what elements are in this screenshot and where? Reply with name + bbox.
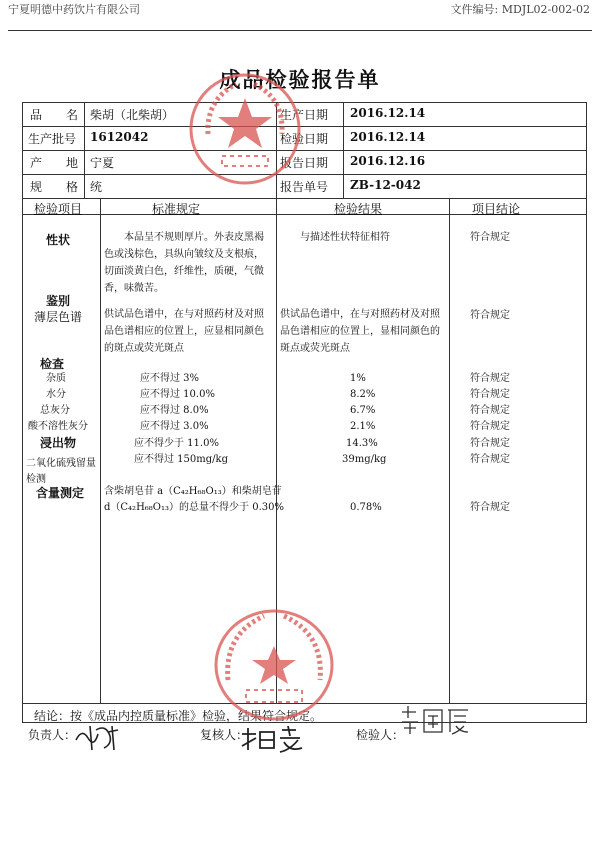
inspector-signature xyxy=(398,704,474,736)
reviewer-signature xyxy=(238,724,318,754)
col-divider xyxy=(449,198,450,703)
report-number-label: 报告单号 xyxy=(280,180,329,194)
assay-standard-line1: 含柴胡皂苷 a（C₄₂H₆₈O₁₃）和柴胡皂苷 xyxy=(104,486,282,497)
header-conclusion: 项目结论 xyxy=(472,202,521,216)
identify-item: 鉴别 xyxy=(46,294,71,308)
responsible-signature xyxy=(72,722,122,754)
assay-standard-line2: d（C₄₂H₆₈O₁₃）的总量不得少于 0.30% xyxy=(104,502,284,513)
tlc-item: 薄层色谱 xyxy=(34,310,83,324)
quality-inspection-stamp xyxy=(212,606,336,724)
check-item-acid-ash: 酸不溶性灰分 xyxy=(28,421,88,432)
row-divider xyxy=(22,174,587,175)
batch-value: 1612042 xyxy=(90,130,149,144)
spec-value: 统 xyxy=(90,180,103,194)
so2-item: 二氧化硫残留量 xyxy=(26,458,96,469)
production-date-value: 2016.12.14 xyxy=(350,106,426,120)
report-conclusion: 结论：按《成品内控质量标准》检验，结果符合规定。 xyxy=(34,709,323,723)
col-divider xyxy=(100,198,101,703)
origin-label: 产 地 xyxy=(30,156,79,170)
check-standard-acid-ash: 应不得过 3.0% xyxy=(140,421,209,432)
so2-conclusion: 符合规定 xyxy=(470,454,510,465)
report-date-value: 2016.12.16 xyxy=(350,154,426,168)
so2-standard: 应不得过 150mg/kg xyxy=(134,454,228,465)
check-conclusion-moisture: 符合规定 xyxy=(470,389,510,400)
spec-label: 规 格 xyxy=(30,180,79,194)
check-conclusion-total-ash: 符合规定 xyxy=(470,405,510,416)
traits-result: 与描述性状特征相符 xyxy=(300,232,390,243)
check-item-impurity: 杂质 xyxy=(46,373,66,384)
document-number: 文件编号: MDJL02-002-02 xyxy=(450,3,590,16)
assay-item: 含量测定 xyxy=(36,486,85,500)
quality-dept-stamp xyxy=(186,70,304,188)
check-conclusion-extract: 符合规定 xyxy=(470,438,510,449)
identify-result: 供试品色谱中，在与对照药材及对照品色谱相应的位置上，显相同颜色的斑点或荧光斑点 xyxy=(280,309,440,354)
identify-standard: 供试品色谱中，在与对照药材及对照品色谱相应的位置上，应显相同颜色的斑点或荧光斑点 xyxy=(104,309,264,354)
so2-result: 39mg/kg xyxy=(342,454,387,465)
row-divider xyxy=(22,126,587,127)
header-test-item: 检验项目 xyxy=(34,202,83,216)
assay-result: 0.78% xyxy=(350,502,382,513)
responsible-label: 负责人： xyxy=(28,728,77,742)
check-result-moisture: 8.2% xyxy=(350,389,376,400)
check-standard-extract: 应不得少于 11.0% xyxy=(134,438,219,449)
batch-label: 生产批号 xyxy=(28,132,77,146)
assay-conclusion: 符合规定 xyxy=(470,502,510,513)
header-result: 检验结果 xyxy=(334,202,383,216)
col-divider xyxy=(84,102,85,198)
company-name: 宁夏明德中药饮片有限公司 xyxy=(8,3,140,16)
check-conclusion-impurity: 符合规定 xyxy=(470,373,510,384)
col-divider xyxy=(343,102,344,198)
row-divider xyxy=(22,198,587,199)
row-divider xyxy=(22,150,587,151)
product-value: 柴胡（北柴胡） xyxy=(90,108,175,122)
inspection-date-value: 2016.12.14 xyxy=(350,130,426,144)
traits-conclusion: 符合规定 xyxy=(470,232,510,243)
inspector-label: 检验人： xyxy=(356,728,405,742)
origin-value: 宁夏 xyxy=(90,156,115,170)
check-result-acid-ash: 2.1% xyxy=(350,421,376,432)
report-number-value: ZB-12-042 xyxy=(350,178,421,192)
check-standard-impurity: 应不得过 3% xyxy=(140,373,200,384)
check-standard-total-ash: 应不得过 8.0% xyxy=(140,405,209,416)
check-item-total-ash: 总灰分 xyxy=(40,405,70,416)
check-result-extract: 14.3% xyxy=(346,438,378,449)
check-conclusion-acid-ash: 符合规定 xyxy=(470,421,510,432)
check-result-impurity: 1% xyxy=(350,373,366,384)
product-label: 品 名 xyxy=(30,108,79,122)
production-date-label: 生产日期 xyxy=(280,108,329,122)
report-date-label: 报告日期 xyxy=(280,156,329,170)
reviewer-label: 复核人： xyxy=(200,728,249,742)
check-item-extract: 浸出物 xyxy=(40,436,77,450)
check-heading: 检查 xyxy=(40,357,65,371)
check-result-total-ash: 6.7% xyxy=(350,405,376,416)
header-standard: 标准规定 xyxy=(152,202,201,216)
so2-item-detect: 检测 xyxy=(26,474,46,485)
identify-conclusion: 符合规定 xyxy=(470,310,510,321)
check-standard-moisture: 应不得过 10.0% xyxy=(140,389,215,400)
traits-standard: 本品呈不规则厚片。外表皮黑褐色或浅棕色，具纵向皱纹及支根痕，切面淡黄白色，纤维性，质硬，气微香，味微苦。 xyxy=(104,232,264,294)
inspection-date-label: 检验日期 xyxy=(280,132,329,146)
traits-item: 性状 xyxy=(46,233,71,247)
page-title: 成品检验报告单 xyxy=(219,67,381,92)
check-item-moisture: 水分 xyxy=(46,389,66,400)
